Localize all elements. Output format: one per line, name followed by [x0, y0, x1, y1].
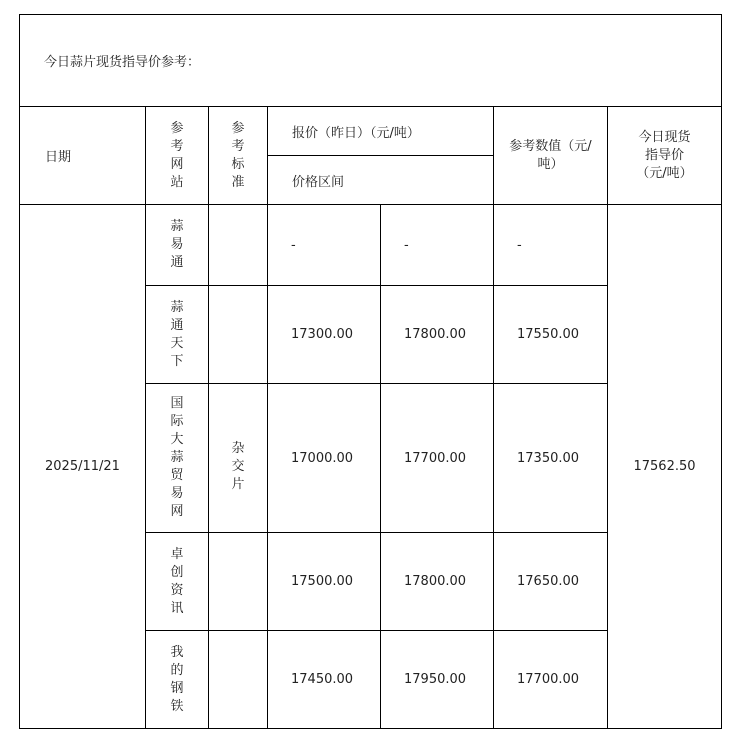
price-low-cell: -	[291, 237, 296, 253]
ref-value-cell: -	[517, 237, 522, 253]
price-low-cell: 17450.00	[291, 672, 354, 687]
vertical-text: 蒜 通 天 下	[170, 299, 184, 369]
price-high-cell: 17800.00	[404, 327, 467, 342]
vertical-text: 我 的 钢 铁	[170, 644, 184, 714]
price-high-cell: 17950.00	[404, 672, 467, 687]
header-ref-value: 参考数值（元/吨）	[509, 138, 592, 172]
price-low-cell: 17500.00	[291, 574, 354, 589]
header-standard	[209, 107, 267, 204]
table-title: 今日蒜片现货指导价参考：	[44, 55, 201, 70]
header-date: 日期	[45, 150, 72, 165]
site-cell	[146, 631, 208, 728]
price-low-cell: 17300.00	[291, 327, 354, 342]
guide-price-line-3: （元/吨）	[636, 165, 693, 181]
header-guide-price	[608, 107, 721, 204]
vertical-text: 参 考 网 站	[170, 120, 184, 190]
site-cell	[146, 384, 208, 532]
ref-value-cell: 17700.00	[517, 672, 580, 687]
header-site	[146, 107, 208, 204]
date-value: 2025/11/21	[45, 459, 120, 474]
price-high-cell: 17700.00	[404, 450, 467, 466]
guide-price-line-1: 今日现货	[638, 129, 691, 145]
ref-value-cell: 17650.00	[517, 574, 580, 589]
site-cell	[146, 286, 208, 383]
site-cell	[146, 205, 208, 285]
standard-value	[209, 205, 267, 728]
vertical-text: 杂 交 片	[231, 440, 245, 492]
guide-price-line-2: 指导价	[644, 147, 684, 163]
guide-price-value: 17562.50	[633, 459, 696, 474]
vertical-text: 卓 创 资 讯	[170, 546, 184, 616]
vertical-text: 国 际 大 蒜 贸 易 网	[170, 396, 184, 519]
header-range: 价格区间	[292, 174, 345, 190]
ref-value-cell: 17350.00	[517, 450, 580, 466]
site-cell	[146, 533, 208, 630]
price-high-cell: 17800.00	[404, 574, 467, 589]
vertical-text: 蒜 易 通	[170, 219, 184, 270]
ref-value-cell: 17550.00	[517, 327, 580, 342]
vertical-text: 参 考 标 准	[231, 120, 245, 190]
price-low-cell: 17000.00	[291, 450, 354, 466]
price-high-cell: -	[404, 237, 409, 253]
header-quote: 报价（昨日）（元/吨）	[292, 125, 420, 141]
